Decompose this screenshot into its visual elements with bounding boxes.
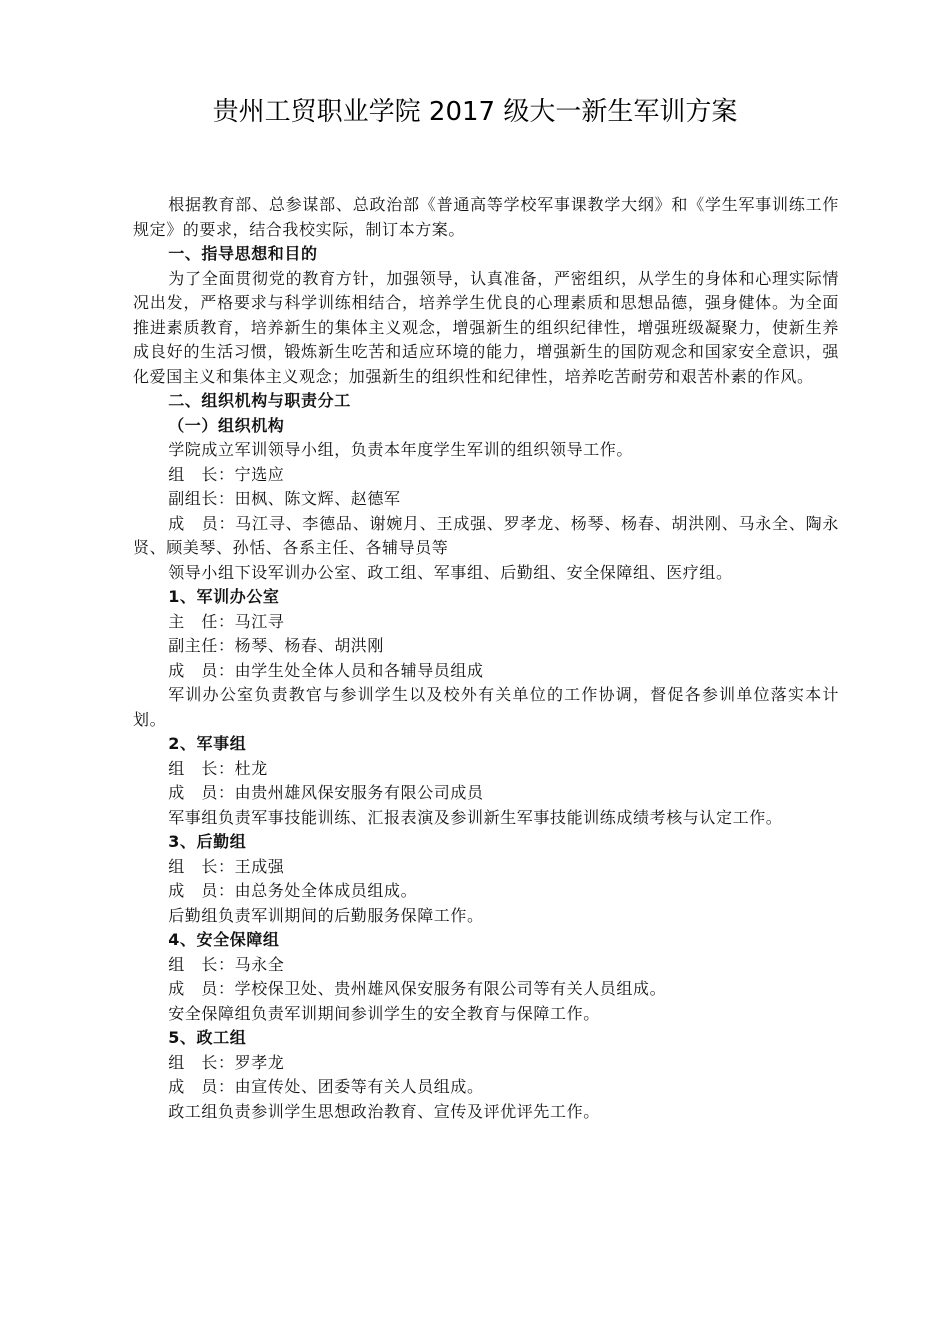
paragraph: 成 员：由总务处全体成员组成。 [168,881,418,900]
paragraph: 为了全面贯彻党的教育方针，加强领导，认真准备，严密组织，从学生的身体和心理实际情况出发，严格要求与科学训练相结合，培养学生优良的心理素质和思想品德，强身健体。为全面推进素质教育，培养新生的集体主义观念，增强新生的组织纪律性，增强班级凝聚力，使新生养成良好的生活习惯，锻炼新生吃苦和适应环境的能力，增强新生的国防观念和国家安全意识，强化爱国主义和集体主义观念；加强新生的组织性和纪律性，培养吃苦耐劳和艰苦朴素的作风。 [133,268,839,386]
paragraph: 主 任：马江寻 [168,611,285,631]
section-heading: 4、安全保障组 [168,930,280,949]
paragraph: 副主任：杨琴、杨春、胡洪刚 [168,636,384,655]
paragraph: 学院成立军训领导小组，负责本年度学生军训的组织领导工作。 [168,440,633,459]
paragraph: 成 员：马江寻、李德品、谢婉月、王成强、罗孝龙、杨琴、杨春、胡洪刚、马永全、陶永贤、顾美琴、孙恬、各系主任、各辅导员等 [133,513,839,557]
paragraph: 成 员：由贵州雄风保安服务有限公司成员 [168,783,484,802]
paragraph: 组 长：杜龙 [168,758,268,778]
paragraph: 成 员：学校保卫处、贵州雄风保安服务有限公司等有关人员组成。 [168,979,667,998]
section-heading: （一）组织机构 [168,415,285,435]
section-heading: 5、政工组 [168,1028,247,1047]
document-body [133,193,839,1124]
paragraph: 成 员：由宣传处、团委等有关人员组成。 [168,1077,484,1096]
paragraph: 成 员：由学生处全体人员和各辅导员组成 [168,660,484,680]
paragraph: 安全保障组负责军训期间参训学生的安全教育与保障工作。 [168,1003,600,1023]
paragraph: 领导小组下设军训办公室、政工组、军事组、后勤组、安全保障组、医疗组。 [168,562,733,582]
paragraph: 根据教育部、总参谋部、总政治部《普通高等学校军事课教学大纲》和《学生军事训练工作规定》的要求，结合我校实际，制订本方案。 [133,195,839,239]
paragraph: 军训办公室负责教官与参训学生以及校外有关单位的工作协调，督促各参训单位落实本计划。 [133,685,839,729]
section-heading: 1、军训办公室 [168,587,280,606]
paragraph: 副组长：田枫、陈文辉、赵德军 [168,489,401,508]
paragraph: 组 长：王成强 [168,856,285,876]
document-title: 贵州工贸职业学院 2017 级大一新生军训方案 [212,97,738,127]
section-heading: 二、组织机构与职责分工 [168,391,351,410]
paragraph: 政工组负责参训学生思想政治教育、宣传及评优评先工作。 [168,1101,600,1121]
paragraph: 组 长：马永全 [168,954,285,974]
paragraph: 组 长：宁选应 [168,464,285,484]
section-heading: 一、指导思想和目的 [168,244,318,263]
section-heading: 3、后勤组 [168,832,247,851]
paragraph: 军事组负责军事技能训练、汇报表演及参训新生军事技能训练成绩考核与认定工作。 [168,807,783,827]
paragraph: 后勤组负责军训期间的后勤服务保障工作。 [168,905,484,925]
paragraph: 组 长：罗孝龙 [168,1052,285,1072]
section-heading: 2、军事组 [168,734,247,753]
